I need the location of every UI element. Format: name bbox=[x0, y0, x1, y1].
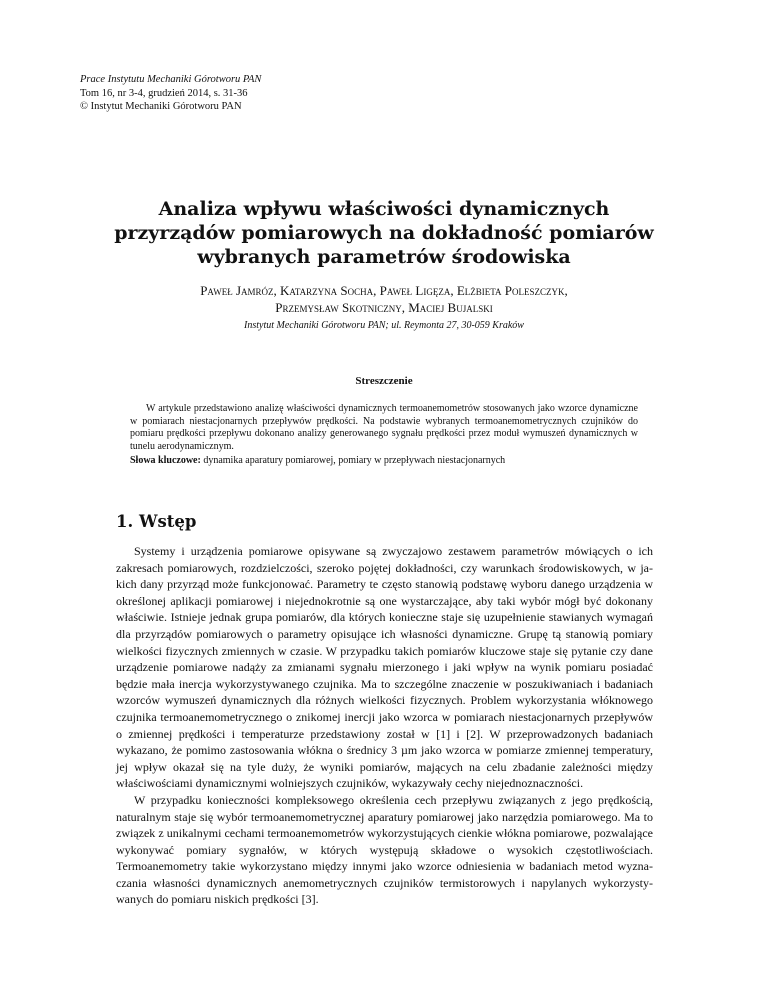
journal-name: Prace Instytutu Mechaniki Górotworu PAN bbox=[80, 74, 262, 85]
journal-header bbox=[80, 73, 261, 114]
keywords bbox=[130, 455, 690, 466]
author-list bbox=[80, 282, 688, 316]
journal-issue: Tom 16, nr 3-4, grudzień 2014, s. 31-36 bbox=[80, 87, 248, 99]
body-text bbox=[116, 543, 653, 908]
affiliation: Instytut Mechaniki Górotworu PAN; ul. Reymonta 27, 30-059 Kraków bbox=[244, 320, 524, 331]
abstract-text: W artykule przedstawiono analizę właściwości dynamicznych termoanemometrów stosowanych jako wzorce dynamiczne w pomiarach niestacjonarnych przepływów prędkości. Na podstawie wybranych termoanemometrycznych czujników do pomiaru prędkości przepływu dokonano analizy generowanego sygnału prędkości przez moduł wymuszeń dynamicznych w tunelu aerodynamicznym. bbox=[130, 403, 638, 452]
paragraph-1: Systemy i urządzenia pomiarowe opisywane są zwyczajowo zestawem parametrów mówiących o ich zakresach pomiarowych, rozdzielczości, szeroko pojętej dokładności, czy warunkach środowiskowych, w jakich dany przyrząd może funkcjonować. Parametry te często stanowią podstawę wyboru danego urządzenia w określonej aplikacji pomiarowej i niejednokrotnie są one wystarczające, aby taki wybór mógł być dokonany właściwie. Istnieje jednak grupa pomiarów, dla których konieczne staje się uzupełnienie stawianych wymagań dla przyrządów pomiarowych o parametry opisujące ich własności dynamiczne. Grupę tą stanowią pomiary wielkości fizycznych zmiennych w czasie. W przypadku takich pomiarów kluczowe staje się pytanie czy dane urządzenie pomiarowe nadąży za zmianami sygnału mierzonego i jaki wpływ na wynik pomiaru posiadać będzie mała inercja wykorzystywanego czujnika. Ma to szczególne znaczenie w poszukiwaniach i badaniach wzorców wymuszeń dynamicznych dla różnych wielkości fizycznych. Problem wykorzystania włóknowego czujnika termoanemometrycznego o znikomej inercji jako wzorca w pomiarach niestacjonarnych przepływów o zmiennej prędkości i temperaturze przedstawiony został w [1] i [2]. W przeprowadzonych badaniach wykazano, że pomimo zastosowania włókna o średnicy 3 µm jako wzorca w pomiarze zmiennej temperatury, jej wpływ okazał się na tyle duży, że wyniki pomiarów, mających na celu zbadanie zależności między właściwościami dynamicznymi wolniejszych czujników, wykazywały cechy niejednoznaczności. bbox=[116, 544, 653, 791]
journal-copyright: © Instytut Mechaniki Górotworu PAN bbox=[80, 101, 242, 112]
section-heading: 1. Wstęp bbox=[116, 512, 197, 531]
abstract-heading: Streszczenie bbox=[355, 375, 413, 387]
title-line-3: wybranych parametrów środowiska bbox=[197, 246, 571, 268]
keywords-text: dynamika aparatury pomiarowej, pomiary w przepływach niestacjonarnych bbox=[203, 455, 506, 466]
paragraph-2: W przypadku konieczności kompleksowego określenia cech przepływu związanych z jego prędkością, naturalnym staje się wybór termoanemometrycznej aparatury pomiarowej jako narzędzia pomiarowego. Ma to związek z unikalnymi cechami termoanemometrów wykorzystujących cienkie włókna pomiarowe, pozwalające wykonywać pomiary sygnałów, w których występują składowe o wysokich częstotliwościach. Termoanemometry takie wykorzystano między innymi jako wzorce odniesienia w badaniach metod wyznaczania własności dynamicznych anemometrycznych czujników termistorowych i napylanych wykorzystywanych do pomiaru niskich prędkości [3]. bbox=[116, 792, 653, 907]
paper-title bbox=[100, 197, 668, 269]
title-line-1: Analiza wpływu właściwości dynamicznych bbox=[158, 198, 610, 220]
authors-line-2: Przemysław Skotniczny, Maciej Bujalski bbox=[275, 300, 493, 315]
keywords-label: Słowa kluczowe: bbox=[130, 455, 201, 466]
title-line-2: przyrządów pomiarowych na dokładność pomiarów bbox=[114, 222, 654, 244]
authors-line-1: Paweł Jamróz, Katarzyna Socha, Paweł Ligęza, Elżbieta Poleszczyk, bbox=[200, 283, 568, 298]
